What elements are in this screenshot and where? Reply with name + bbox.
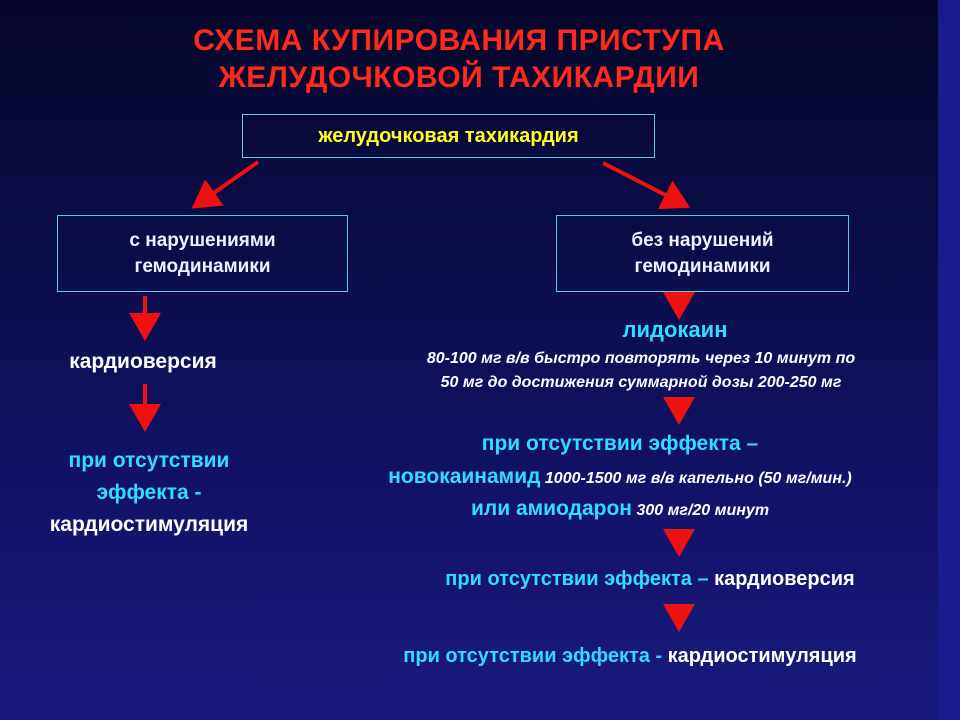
drug-procainamide-name: новокаинамид xyxy=(388,465,541,488)
drug-amiodarone-dose: 300 мг/20 минут xyxy=(636,502,770,519)
right-step3-action: кардиоверсия xyxy=(714,568,855,590)
left-box-line-2: гемодинамики xyxy=(134,255,271,277)
drug-amiodarone-prefix: или амиодарон xyxy=(470,497,632,520)
right-step2-header: при отсутствии эффекта – xyxy=(481,432,759,455)
drug-lidocaine-name: лидокаин xyxy=(622,317,728,342)
drug-procainamide-line xyxy=(300,465,940,489)
right-box-line-1: без нарушений xyxy=(631,229,774,251)
right-step3-line xyxy=(340,568,960,591)
drug-lidocaine-dose-1: 80-100 мг в/в быстро повторять через 10 минут по xyxy=(426,350,856,367)
right-step4-prefix: при отсутствии эффекта - xyxy=(403,645,663,667)
arrow-root-to-right xyxy=(603,163,683,204)
title-line-1: СХЕМА КУПИРОВАНИЯ ПРИСТУПА xyxy=(193,24,725,57)
title-line-2: ЖЕЛУДОЧКОВОЙ ТАХИКАРДИИ xyxy=(218,61,700,94)
arrow-root-to-left xyxy=(198,162,258,204)
left-step-no-effect-1: при отсутствии xyxy=(68,449,230,472)
right-step4-line xyxy=(300,645,960,668)
left-step-no-effect-2: эффекта - xyxy=(96,481,202,504)
right-step3-prefix: при отсутствии эффекта – xyxy=(445,568,709,590)
root-label: желудочковая тахикардия xyxy=(318,125,579,147)
drug-lidocaine-dose-2: 50 мг до достижения суммарной дозы 200-250 мг xyxy=(440,374,842,391)
left-box-line-1: с нарушениями xyxy=(129,229,276,251)
right-box-line-2: гемодинамики xyxy=(634,255,771,277)
right-step4-action: кардиостимуляция xyxy=(667,645,857,667)
left-step-cardioversion: кардиоверсия xyxy=(69,350,217,373)
left-step-cardiostimulation: кардиостимуляция xyxy=(49,513,249,536)
drug-amiodarone-line xyxy=(380,497,860,521)
drug-procainamide-dose: 1000-1500 мг в/в капельно (50 мг/мин.) xyxy=(544,470,852,487)
